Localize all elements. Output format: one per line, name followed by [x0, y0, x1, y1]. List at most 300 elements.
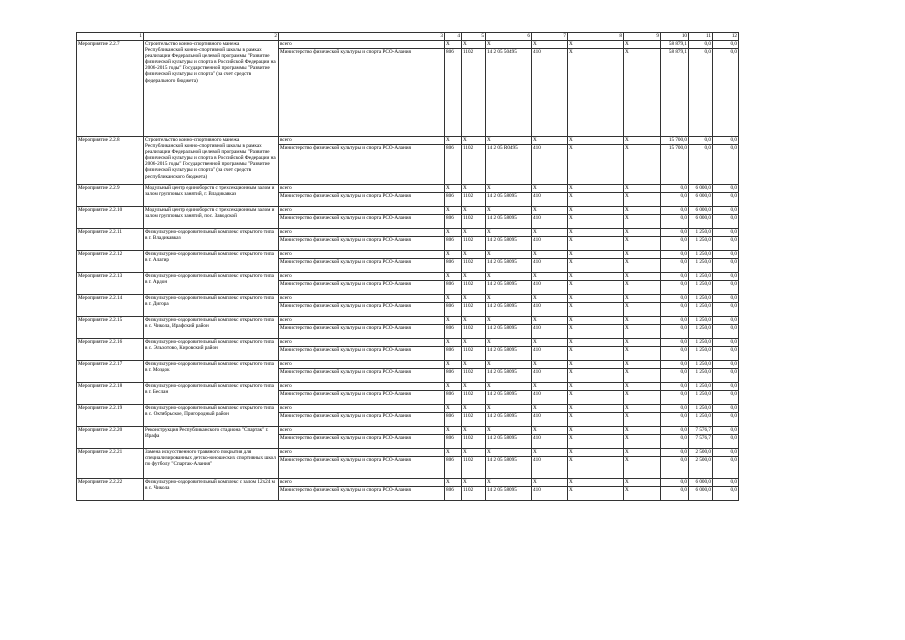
table-cell: X	[568, 295, 624, 303]
table-cell: 1 250,0	[689, 237, 713, 251]
table-cell: 14 2 05 58095	[486, 369, 532, 383]
measure-row-total	[77, 479, 739, 487]
funding-source-cell: Министерство физической культуры и спорта РСО-Алания	[279, 303, 445, 317]
table-cell: X	[568, 427, 624, 435]
measure-row-total	[77, 251, 739, 259]
table-cell: 410	[532, 487, 568, 501]
table-cell: 0,0	[713, 479, 739, 487]
table-cell: 58 879,1	[661, 49, 689, 137]
table-cell: 0,0	[661, 435, 689, 449]
table-cell: 0,0	[661, 361, 689, 369]
table-cell: 1 250,0	[689, 369, 713, 383]
table-cell: X	[568, 229, 624, 237]
column-number-header: 11	[689, 33, 713, 41]
table-cell: 14 2 05 58095	[486, 193, 532, 207]
table-cell: 0,0	[689, 137, 713, 145]
funding-source-cell: Министерство физической культуры и спорта РСО-Алания	[279, 215, 445, 229]
table-cell: X	[532, 207, 568, 215]
table-cell: 0,0	[661, 457, 689, 479]
table-cell: 14 2 05 R0495	[486, 145, 532, 185]
table-cell: 14 2 05 58095	[486, 325, 532, 339]
table-cell: 806	[445, 215, 462, 229]
table-cell: X	[486, 41, 532, 49]
funding-source-cell: Министерство физической культуры и спорта РСО-Алания	[279, 193, 445, 207]
funding-source-cell: всего	[279, 405, 445, 413]
table-cell: X	[624, 413, 661, 427]
table-cell: X	[624, 185, 661, 193]
table-cell: X	[568, 237, 624, 251]
table-cell: 806	[445, 347, 462, 361]
table-cell: X	[462, 185, 486, 193]
table-cell: X	[568, 193, 624, 207]
table-cell: 0,0	[713, 339, 739, 347]
table-cell: 1 250,0	[689, 405, 713, 413]
table-cell: X	[462, 317, 486, 325]
table-cell: 6 000,0	[689, 193, 713, 207]
table-cell: X	[568, 405, 624, 413]
table-cell: X	[445, 427, 462, 435]
table-cell: 0,0	[661, 449, 689, 457]
table-cell: 1102	[462, 145, 486, 185]
table-cell: 410	[532, 193, 568, 207]
funding-source-cell: всего	[279, 479, 445, 487]
funding-source-cell: Министерство физической культуры и спорта РСО-Алания	[279, 487, 445, 501]
table-cell: 0,0	[713, 369, 739, 383]
table-cell: 0,0	[661, 487, 689, 501]
table-cell: 1 250,0	[689, 347, 713, 361]
table-cell: 0,0	[661, 413, 689, 427]
table-cell: 0,0	[713, 207, 739, 215]
funding-source-cell: Министерство физической культуры и спорта РСО-Алания	[279, 49, 445, 137]
table-cell: X	[624, 325, 661, 339]
measure-id: Мероприятие 2.2.8	[77, 137, 144, 185]
table-cell: X	[624, 479, 661, 487]
table-cell: 14 2 05 58095	[486, 413, 532, 427]
measure-row-total	[77, 137, 739, 145]
table-cell: 0,0	[713, 281, 739, 295]
measure-row-total	[77, 185, 739, 193]
measure-row-total	[77, 317, 739, 325]
table-cell: 2 500,0	[689, 457, 713, 479]
table-cell: 1102	[462, 391, 486, 405]
table-cell: X	[445, 339, 462, 347]
table-cell: X	[624, 273, 661, 281]
table-cell: X	[462, 405, 486, 413]
table-cell: X	[624, 215, 661, 229]
table-cell: 0,0	[661, 229, 689, 237]
measure-row-total	[77, 41, 739, 49]
table-cell: 14 2 05 58095	[486, 237, 532, 251]
table-cell: X	[486, 273, 532, 281]
table-cell: X	[462, 383, 486, 391]
funding-source-cell: всего	[279, 185, 445, 193]
table-cell: 0,0	[713, 361, 739, 369]
table-cell: 410	[532, 413, 568, 427]
table-cell: X	[532, 273, 568, 281]
table-cell: 0,0	[713, 325, 739, 339]
table-cell: 0,0	[661, 479, 689, 487]
table-cell: 806	[445, 457, 462, 479]
table-cell: X	[568, 137, 624, 145]
table-cell: X	[462, 427, 486, 435]
table-cell: 410	[532, 369, 568, 383]
table-cell: 1 250,0	[689, 391, 713, 405]
column-number-header: 10	[661, 33, 689, 41]
table-cell: X	[445, 185, 462, 193]
funding-source-cell: всего	[279, 361, 445, 369]
table-cell: 0,0	[713, 303, 739, 317]
table-cell: X	[532, 137, 568, 145]
funding-source-cell: всего	[279, 229, 445, 237]
table-cell: X	[462, 273, 486, 281]
funding-source-cell: Министерство физической культуры и спорта РСО-Алания	[279, 325, 445, 339]
table-cell: X	[624, 237, 661, 251]
table-cell: 1 250,0	[689, 251, 713, 259]
table-cell: X	[462, 251, 486, 259]
table-cell: X	[624, 317, 661, 325]
table-cell: X	[486, 383, 532, 391]
funding-source-cell: всего	[279, 427, 445, 435]
table-cell: X	[462, 207, 486, 215]
table-cell: X	[532, 427, 568, 435]
table-cell: 14 2 05 58095	[486, 391, 532, 405]
table-cell: 1102	[462, 237, 486, 251]
measure-description: Физкультурно-оздоровительный комплекс с залом 12х24 м в с. Чикола	[144, 479, 279, 501]
table-cell: X	[462, 361, 486, 369]
table-cell: 1 250,0	[689, 303, 713, 317]
measure-id: Мероприятие 2.2.19	[77, 405, 144, 427]
table-cell: X	[445, 207, 462, 215]
measure-id: Мероприятие 2.2.9	[77, 185, 144, 207]
measure-id: Мероприятие 2.2.13	[77, 273, 144, 295]
measure-row-total	[77, 339, 739, 347]
table-cell: X	[462, 449, 486, 457]
funding-source-cell: Министерство физической культуры и спорта РСО-Алания	[279, 391, 445, 405]
table-cell: X	[568, 281, 624, 295]
measure-description: Физкультурно-оздоровительный комплекс открытого типа в с. Октябрьское, Пригородный район	[144, 405, 279, 427]
table-cell: 0,0	[661, 185, 689, 193]
table-cell: 1 250,0	[689, 295, 713, 303]
table-cell: 1 250,0	[689, 281, 713, 295]
funding-source-cell: всего	[279, 273, 445, 281]
table-cell: X	[445, 449, 462, 457]
table-cell: X	[445, 229, 462, 237]
table-cell: X	[532, 383, 568, 391]
table-cell: 1 250,0	[689, 339, 713, 347]
table-cell: X	[568, 259, 624, 273]
table-cell: X	[568, 457, 624, 479]
measure-description: Физкультурно-оздоровительный комплекс открытого типа в г. Владикавказ	[144, 229, 279, 251]
table-cell: 1102	[462, 435, 486, 449]
table-cell: 14 2 05 58095	[486, 435, 532, 449]
table-cell: 0,0	[713, 413, 739, 427]
table-cell: X	[445, 317, 462, 325]
table-cell: X	[624, 383, 661, 391]
table-cell: X	[445, 251, 462, 259]
table-cell: 0,0	[713, 49, 739, 137]
table-cell: 14 2 05 58095	[486, 487, 532, 501]
table-cell: 1102	[462, 369, 486, 383]
table-cell: 6 000,0	[689, 479, 713, 487]
table-cell: X	[486, 449, 532, 457]
table-cell: X	[624, 435, 661, 449]
measure-description: Физкультурно-оздоровительный комплекс открытого типа в с. Эльхотово, Кировский район	[144, 339, 279, 361]
measure-row-total	[77, 405, 739, 413]
table-cell: 410	[532, 347, 568, 361]
column-number-header: 1	[77, 33, 144, 41]
column-number-header: 6	[486, 33, 532, 41]
table-cell: 14 2 05 58095	[486, 303, 532, 317]
column-number-header: 12	[713, 33, 739, 41]
table-cell: X	[532, 251, 568, 259]
funding-source-cell: всего	[279, 317, 445, 325]
table-cell: 806	[445, 391, 462, 405]
table-cell: 410	[532, 237, 568, 251]
table-cell: X	[486, 479, 532, 487]
table-cell: X	[445, 361, 462, 369]
table-cell: 14 2 05 50495	[486, 49, 532, 137]
table-cell: 0,0	[661, 369, 689, 383]
table-cell: 6 000,0	[689, 487, 713, 501]
table-cell: 15 700,0	[661, 145, 689, 185]
table-cell: 1 250,0	[689, 273, 713, 281]
table-cell: X	[568, 41, 624, 49]
funding-source-cell: всего	[279, 449, 445, 457]
table-cell: X	[624, 207, 661, 215]
table-cell: 1102	[462, 281, 486, 295]
table-cell: 0,0	[713, 487, 739, 501]
table-cell: X	[568, 185, 624, 193]
measure-id: Мероприятие 2.2.14	[77, 295, 144, 317]
measure-id: Мероприятие 2.2.15	[77, 317, 144, 339]
table-cell: 14 2 05 58095	[486, 215, 532, 229]
table-cell: 7 576,7	[689, 427, 713, 435]
table-cell: X	[532, 317, 568, 325]
table-cell: X	[568, 479, 624, 487]
table-cell: 1102	[462, 259, 486, 273]
table-cell: 806	[445, 237, 462, 251]
funding-source-cell: Министерство физической культуры и спорта РСО-Алания	[279, 413, 445, 427]
measure-id: Мероприятие 2.2.7	[77, 41, 144, 137]
funding-source-cell: всего	[279, 295, 445, 303]
table-cell: 0,0	[713, 295, 739, 303]
measure-id: Мероприятие 2.2.21	[77, 449, 144, 479]
table-cell: X	[624, 281, 661, 295]
table-cell: X	[462, 479, 486, 487]
table-cell: X	[624, 145, 661, 185]
table-cell: 14 2 05 58095	[486, 457, 532, 479]
funding-source-cell: Министерство физической культуры и спорта РСО-Алания	[279, 347, 445, 361]
column-number-header: 5	[462, 33, 486, 41]
table-cell: 806	[445, 49, 462, 137]
column-number-header: 8	[568, 33, 624, 41]
table-cell: 0,0	[661, 207, 689, 215]
column-number-header: 9	[624, 33, 661, 41]
table-cell: 1102	[462, 347, 486, 361]
table-cell: X	[568, 347, 624, 361]
table-cell: 1 250,0	[689, 383, 713, 391]
table-cell: 410	[532, 435, 568, 449]
table-cell: 6 000,0	[689, 207, 713, 215]
column-number-header: 4	[445, 33, 462, 41]
table-cell: X	[624, 449, 661, 457]
table-cell: X	[624, 361, 661, 369]
budget-table	[76, 32, 739, 501]
table-cell: 1 250,0	[689, 413, 713, 427]
table-cell: X	[624, 49, 661, 137]
table-cell: 1 250,0	[689, 317, 713, 325]
table-cell: X	[486, 295, 532, 303]
table-cell: X	[568, 487, 624, 501]
table-cell: 0,0	[713, 185, 739, 193]
table-cell: 806	[445, 281, 462, 295]
funding-source-cell: всего	[279, 207, 445, 215]
table-cell: 410	[532, 325, 568, 339]
table-cell: 0,0	[661, 273, 689, 281]
table-cell: 410	[532, 215, 568, 229]
measure-row-total	[77, 207, 739, 215]
table-cell: 0,0	[689, 49, 713, 137]
table-cell: 0,0	[661, 427, 689, 435]
table-cell: 0,0	[713, 317, 739, 325]
table-cell: X	[624, 259, 661, 273]
table-cell: X	[486, 207, 532, 215]
funding-source-cell: Министерство физической культуры и спорта РСО-Алания	[279, 457, 445, 479]
table-cell: 806	[445, 193, 462, 207]
funding-source-cell: Министерство физической культуры и спорта РСО-Алания	[279, 435, 445, 449]
table-cell: 0,0	[713, 251, 739, 259]
table-cell: X	[532, 185, 568, 193]
table-cell: 0,0	[713, 259, 739, 273]
table-cell: 410	[532, 457, 568, 479]
table-cell: 0,0	[713, 391, 739, 405]
table-cell: X	[532, 405, 568, 413]
table-cell: 1102	[462, 457, 486, 479]
table-cell: 1102	[462, 487, 486, 501]
measure-description: Физкультурно-оздоровительный комплекс открытого типа в г. Моздок	[144, 361, 279, 383]
table-cell: 14 2 05 58095	[486, 281, 532, 295]
table-cell: X	[532, 229, 568, 237]
table-cell: X	[568, 449, 624, 457]
table-cell: 806	[445, 259, 462, 273]
table-cell: X	[445, 273, 462, 281]
measure-id: Мероприятие 2.2.17	[77, 361, 144, 383]
table-cell: X	[445, 479, 462, 487]
funding-source-cell: всего	[279, 137, 445, 145]
table-cell: X	[486, 137, 532, 145]
table-cell: X	[445, 383, 462, 391]
table-cell: X	[568, 251, 624, 259]
table-cell: 0,0	[713, 347, 739, 361]
table-cell: X	[462, 137, 486, 145]
table-cell: X	[486, 229, 532, 237]
table-cell: X	[532, 295, 568, 303]
table-cell: 1102	[462, 413, 486, 427]
table-cell: X	[624, 41, 661, 49]
table-cell: 0,0	[689, 145, 713, 185]
table-cell: 1 250,0	[689, 229, 713, 237]
measure-description: Физкультурно-оздоровительный комплекс открытого типа в г. Алагир	[144, 251, 279, 273]
table-cell: 0,0	[713, 457, 739, 479]
table-cell: X	[624, 303, 661, 317]
table-cell: X	[568, 391, 624, 405]
table-cell: X	[445, 41, 462, 49]
table-cell: X	[624, 369, 661, 383]
table-cell: X	[568, 145, 624, 185]
measure-row-total	[77, 427, 739, 435]
funding-source-cell: всего	[279, 383, 445, 391]
measure-row-total	[77, 449, 739, 457]
measure-description: Строительство конно-спортивного манежа Республиканской конно-спортивной школы в рамках реализации Федеральной целевой программы "Развитие физической культуры и спорта в Российской Федерации на 2006-2015 годы" Государственной программы "Развитие физической культуры и спорта" (за счет средств федерального бюджета)	[144, 41, 279, 137]
table-cell: X	[624, 251, 661, 259]
table-cell: 806	[445, 413, 462, 427]
table-cell: 0,0	[661, 391, 689, 405]
measure-id: Мероприятие 2.2.20	[77, 427, 144, 449]
table-cell: 7 576,7	[689, 435, 713, 449]
table-cell: 6 000,0	[689, 185, 713, 193]
table-cell: X	[568, 369, 624, 383]
table-cell: X	[568, 317, 624, 325]
table-cell: 2 500,0	[689, 449, 713, 457]
table-cell: X	[486, 251, 532, 259]
table-cell: 0,0	[713, 273, 739, 281]
measure-row-total	[77, 229, 739, 237]
table-cell: X	[486, 185, 532, 193]
funding-source-cell: Министерство физической культуры и спорта РСО-Алания	[279, 281, 445, 295]
measure-description: Физкультурно-оздоровительный комплекс открытого типа в с. Чикола, Ирафский район	[144, 317, 279, 339]
table-cell: X	[568, 207, 624, 215]
table-cell: X	[624, 295, 661, 303]
table-cell: 0,0	[661, 237, 689, 251]
table-cell: X	[568, 303, 624, 317]
table-cell: X	[624, 137, 661, 145]
measure-id: Мероприятие 2.2.16	[77, 339, 144, 361]
table-cell: 0,0	[689, 41, 713, 49]
funding-source-cell: Министерство физической культуры и спорта РСО-Алания	[279, 369, 445, 383]
measure-description: Модульный центр единоборств с трехсекционным залом и залом групповых занятий, г. Владикавказ	[144, 185, 279, 207]
table-cell: X	[568, 361, 624, 369]
measure-description: Модульный центр единоборств с трехсекционным залом и залом групповых занятий, пос. Заводской	[144, 207, 279, 229]
table-cell: 0,0	[661, 347, 689, 361]
table-cell: X	[624, 457, 661, 479]
table-cell: 0,0	[713, 427, 739, 435]
measure-id: Мероприятие 2.2.22	[77, 479, 144, 501]
table-cell: X	[568, 339, 624, 347]
table-cell: X	[532, 339, 568, 347]
table-cell: 0,0	[661, 303, 689, 317]
table-cell: X	[462, 295, 486, 303]
table-cell: 0,0	[713, 237, 739, 251]
measure-row-total	[77, 273, 739, 281]
table-cell: X	[486, 361, 532, 369]
table-cell: X	[568, 435, 624, 449]
table-cell: X	[624, 405, 661, 413]
table-cell: 0,0	[661, 339, 689, 347]
measure-row-total	[77, 295, 739, 303]
table-cell: X	[532, 479, 568, 487]
table-cell: X	[486, 427, 532, 435]
table-cell: 806	[445, 303, 462, 317]
table-cell: 806	[445, 369, 462, 383]
measure-id: Мероприятие 2.2.11	[77, 229, 144, 251]
funding-source-cell: Министерство физической культуры и спорта РСО-Алания	[279, 259, 445, 273]
funding-source-cell: всего	[279, 339, 445, 347]
measure-description: Физкультурно-оздоровительный комплекс открытого типа в г. Дигора	[144, 295, 279, 317]
table-cell: 806	[445, 435, 462, 449]
table-cell: X	[445, 137, 462, 145]
table-cell: 1 250,0	[689, 259, 713, 273]
measure-description: Физкультурно-оздоровительный комплекс открытого типа в г. Ардон	[144, 273, 279, 295]
